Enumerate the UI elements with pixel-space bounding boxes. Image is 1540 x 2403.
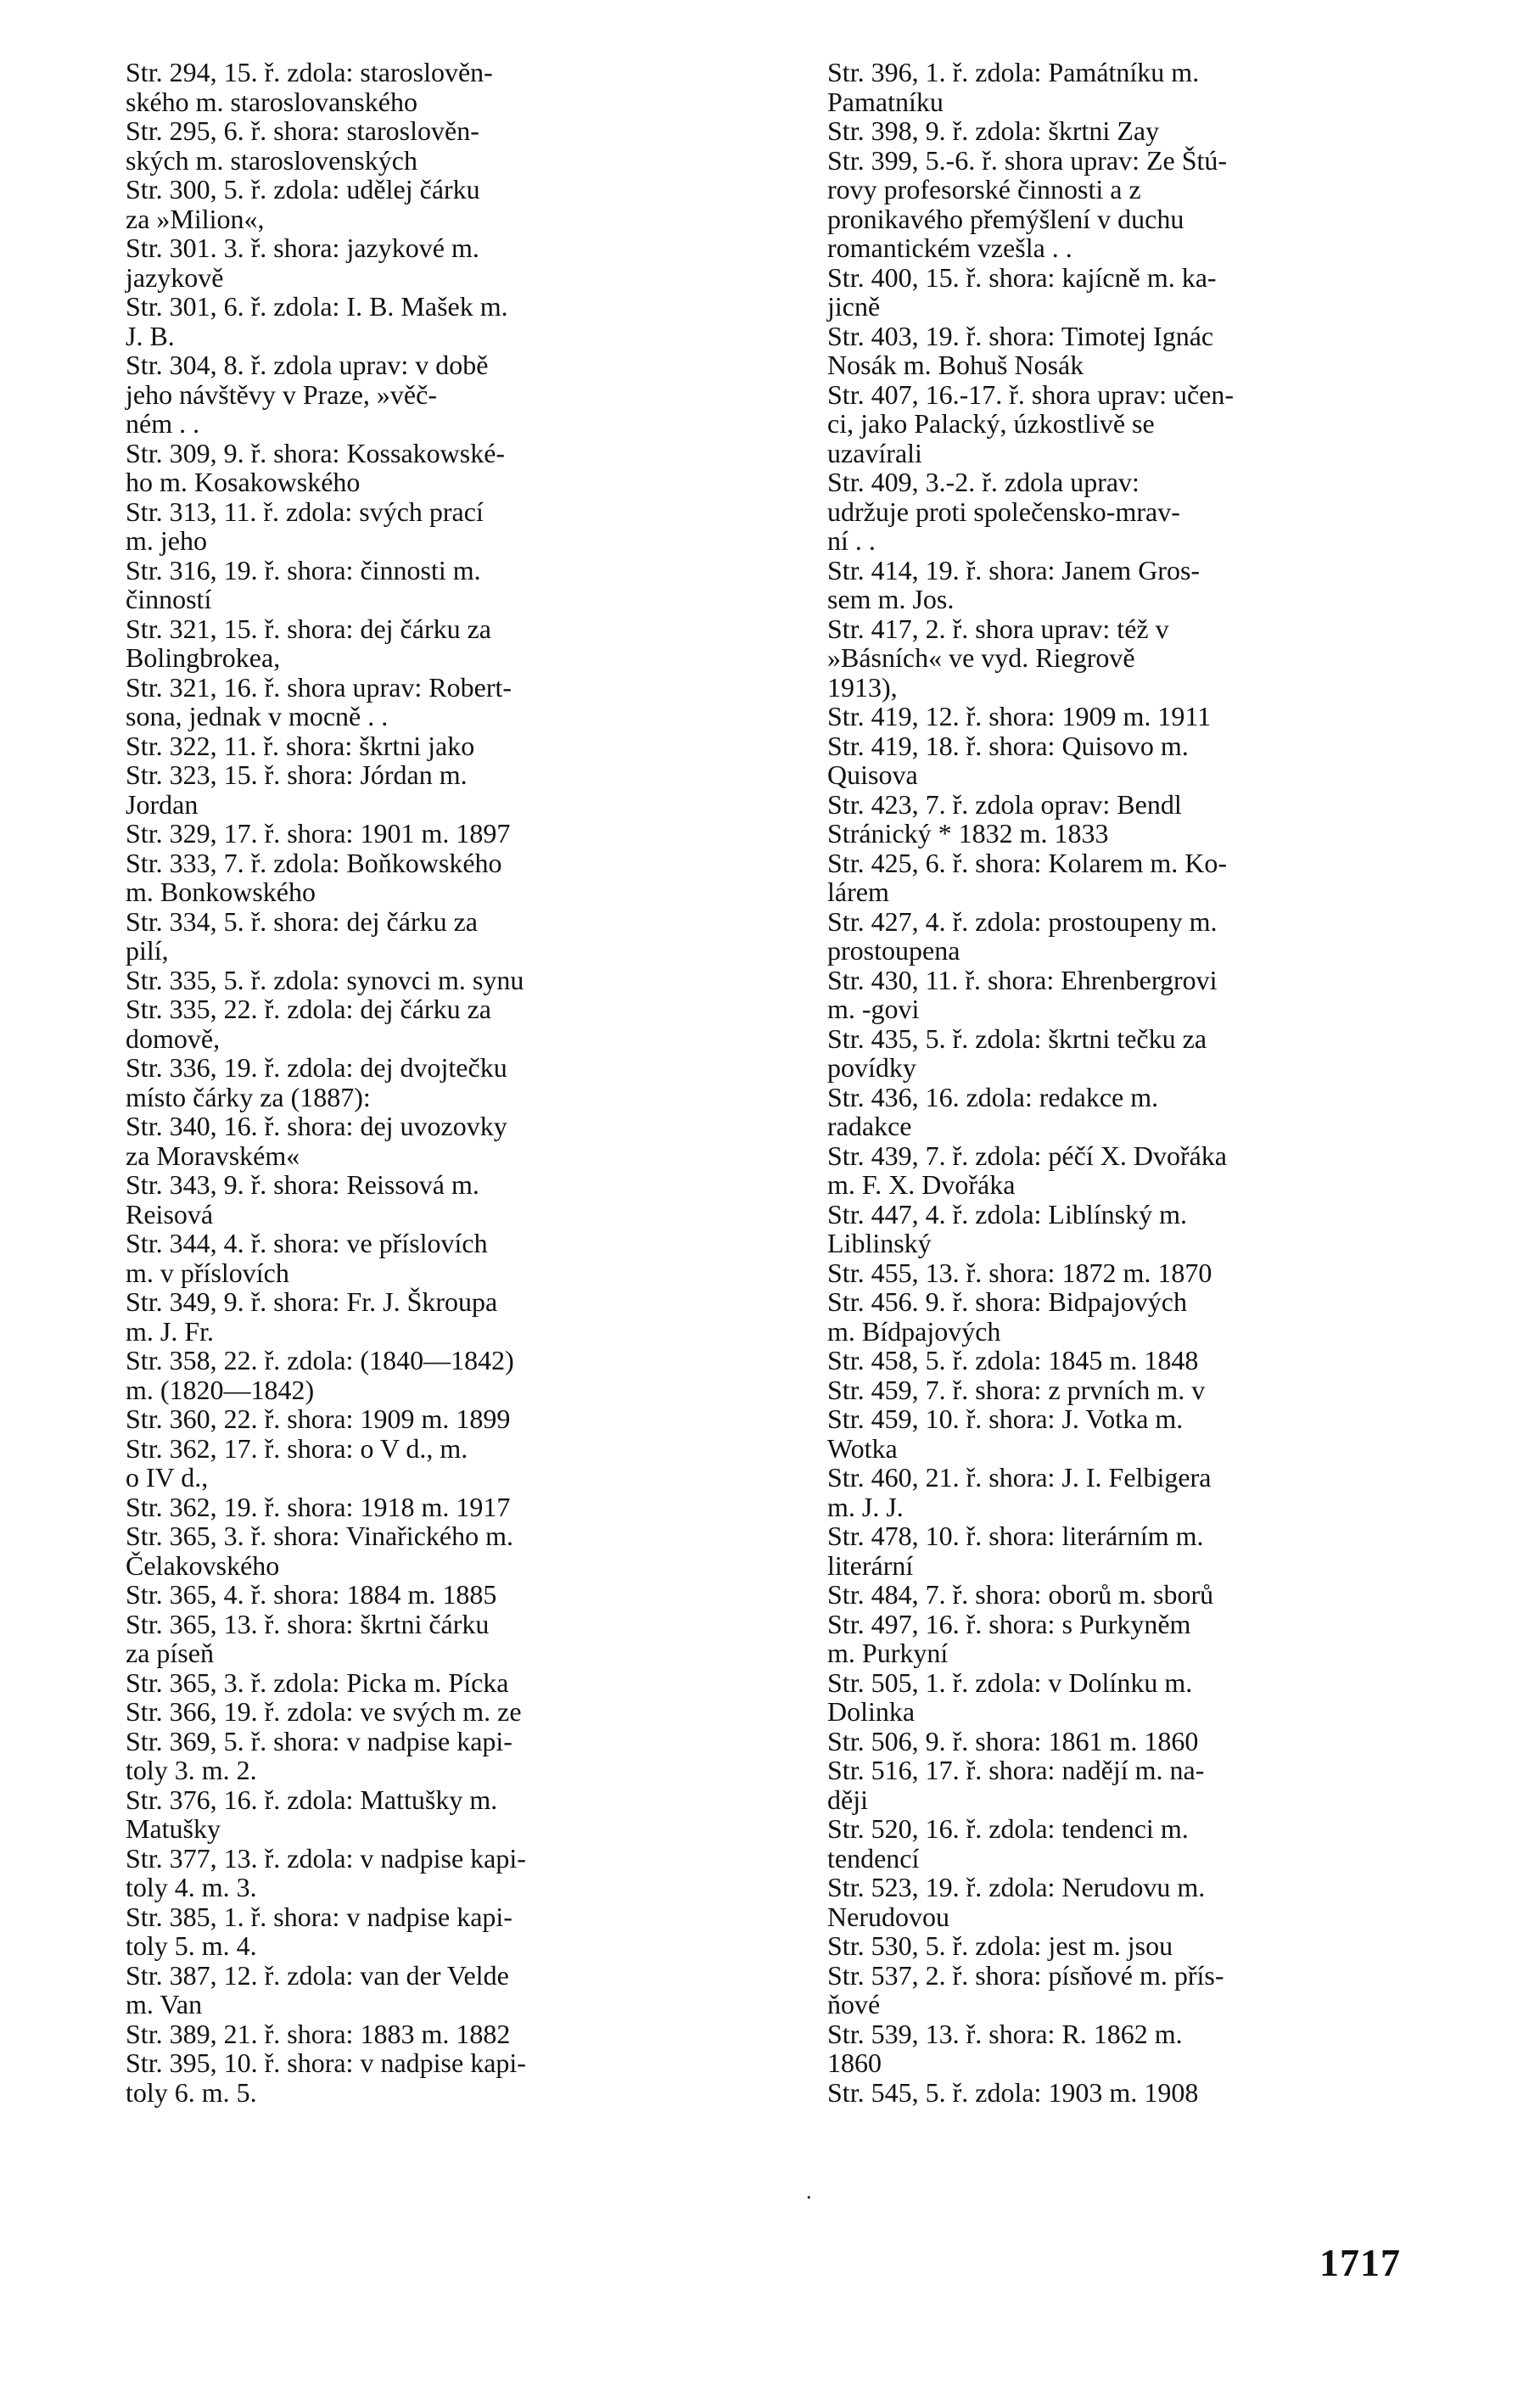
erratum-line: Str. 484, 7. ř. shora: oborů m. sborů xyxy=(827,1579,1214,1610)
erratum-line: Str. 365, 4. ř. shora: 1884 m. 1885 xyxy=(126,1579,497,1610)
erratum-entry xyxy=(827,556,1438,614)
erratum-line: Str. 458, 5. ř. zdola: 1845 m. 1848 xyxy=(827,1345,1199,1375)
erratum-continuation: za »Milion«, xyxy=(126,203,265,234)
erratum-entry xyxy=(126,497,736,556)
erratum-entry xyxy=(126,907,736,966)
erratum-line: Str. 455, 13. ř. shora: 1872 m. 1870 xyxy=(827,1257,1212,1288)
erratum-entry xyxy=(827,1727,1438,1756)
erratum-line: Str. 362, 17. ř. shora: o V d., m. xyxy=(126,1432,468,1464)
erratum-line: Str. 506, 9. ř. shora: 1861 m. 1860 xyxy=(827,1725,1199,1756)
erratum-continuation: m. Bídpajových xyxy=(827,1315,1001,1347)
erratum-line: Str. 398, 9. ř. zdola: škrtni Zay xyxy=(827,115,1160,146)
erratum-line: Str. 369, 5. ř. shora: v nadpise kapi- xyxy=(126,1725,512,1756)
erratum-continuation: m. Bonkowského xyxy=(126,877,316,907)
erratum-continuation: 1913), xyxy=(827,671,898,703)
erratum-continuation: lárem xyxy=(827,877,889,907)
erratum-line: Str. 365, 13. ř. shora: škrtni čárku xyxy=(126,1608,490,1639)
erratum-entry xyxy=(126,1521,736,1580)
erratum-line: Str. 545, 5. ř. zdola: 1903 m. 1908 xyxy=(827,2076,1199,2108)
erratum-entry xyxy=(827,1463,1438,1521)
erratum-continuation: 1860 xyxy=(827,2047,882,2078)
erratum-entry xyxy=(827,731,1438,790)
erratum-line: Str. 343, 9. ř. shora: Reissová m. xyxy=(126,1169,479,1200)
erratum-continuation: jeho návštěvy v Praze, »věč- xyxy=(126,378,437,410)
erratum-continuation: udržuje proti společensko-mrav- xyxy=(827,496,1180,527)
erratum-line: Str. 537, 2. ř. shora: písňové m. přís- xyxy=(827,1959,1224,1991)
erratum-continuation: za píseň xyxy=(126,1638,214,1668)
erratum-entry xyxy=(126,58,736,116)
erratum-continuation: tendencí xyxy=(827,1842,920,1874)
erratum-entry xyxy=(126,2048,736,2107)
erratum-continuation: m. (1820—1842) xyxy=(126,1374,315,1405)
erratum-line: Str. 414, 19. ř. shora: Janem Gros- xyxy=(827,554,1201,585)
erratum-line: Str. 344, 4. ř. shora: ve příslovích xyxy=(126,1228,488,1258)
erratum-entry xyxy=(827,380,1438,468)
erratum-continuation: místo čárky za (1887): xyxy=(126,1081,371,1112)
erratum-line: Str. 478, 10. ř. shora: literárním m. xyxy=(827,1521,1204,1551)
erratum-line: Str. 459, 10. ř. shora: J. Votka m. xyxy=(827,1403,1184,1434)
erratum-entry xyxy=(126,731,736,761)
erratum-continuation: toly 5. m. 4. xyxy=(126,1930,257,1961)
erratum-line: Str. 376, 16. ř. zdola: Mattušky m. xyxy=(126,1784,498,1815)
erratum-entry xyxy=(126,2019,736,2049)
erratum-entry xyxy=(827,1083,1438,1141)
erratum-line: Str. 439, 7. ř. zdola: péčí X. Dvořáka xyxy=(827,1140,1227,1171)
erratum-line: Str. 459, 7. ř. shora: z prvních m. v xyxy=(827,1374,1206,1405)
erratum-line: Str. 362, 19. ř. shora: 1918 m. 1917 xyxy=(126,1491,511,1522)
erratum-entry xyxy=(126,116,736,175)
erratum-entry xyxy=(827,1814,1438,1873)
erratum-line: Str. 335, 5. ř. zdola: synovci m. synu xyxy=(126,964,524,995)
erratum-continuation: m. Purkyní xyxy=(827,1638,949,1668)
erratum-line: Str. 349, 9. ř. shora: Fr. J. Škroupa xyxy=(126,1286,498,1317)
erratum-continuation: činností xyxy=(126,584,212,614)
erratum-line: Str. 407, 16.-17. ř. shora uprav: učen- xyxy=(827,378,1235,410)
erratum-line: Str. 322, 11. ř. shora: škrtni jako xyxy=(126,730,475,761)
erratum-line: Str. 335, 22. ř. zdola: dej čárku za xyxy=(126,994,491,1024)
erratum-line: Str. 387, 12. ř. zdola: van der Velde xyxy=(126,1959,509,1991)
erratum-line: Str. 395, 10. ř. shora: v nadpise kapi- xyxy=(126,2047,526,2078)
erratum-entry xyxy=(827,614,1438,703)
erratum-entry xyxy=(126,760,736,819)
erratum-entry xyxy=(827,1375,1438,1405)
erratum-entry xyxy=(827,1580,1438,1610)
erratum-entry xyxy=(126,1902,736,1961)
erratum-continuation: toly 3. m. 2. xyxy=(126,1755,257,1785)
erratum-line: Str. 333, 7. ř. zdola: Boňkowského xyxy=(126,847,502,878)
erratum-line: Str. 505, 1. ř. zdola: v Dolínku m. xyxy=(827,1666,1193,1698)
erratum-entry xyxy=(827,1873,1438,1931)
erratum-entry xyxy=(126,1493,736,1522)
erratum-line: Str. 340, 16. ř. shora: dej uvozovky xyxy=(126,1111,507,1141)
erratum-entry xyxy=(126,350,736,439)
erratum-line: Str. 334, 5. ř. shora: dej čárku za xyxy=(126,905,478,937)
erratum-line: Str. 403, 19. ř. shora: Timotej Ignác xyxy=(827,320,1214,351)
erratum-line: Str. 447, 4. ř. zdola: Liblínský m. xyxy=(827,1198,1187,1230)
erratum-entry xyxy=(827,907,1438,966)
erratum-line: Str. 301. 3. ř. shora: jazykové m. xyxy=(126,232,479,263)
erratum-continuation: Pamatníku xyxy=(827,86,944,117)
erratum-continuation: romantickém vzešla . . xyxy=(827,232,1072,263)
erratum-continuation: Nerudovou xyxy=(827,1901,949,1932)
erratum-line: Str. 523, 19. ř. zdola: Nerudovu m. xyxy=(827,1872,1206,1902)
erratum-continuation: Bolingbrokea, xyxy=(126,642,281,673)
erratum-entry xyxy=(126,1170,736,1229)
erratum-line: Str. 321, 15. ř. shora: dej čárku za xyxy=(126,613,491,644)
erratum-continuation: toly 6. m. 5. xyxy=(126,2076,257,2108)
erratum-entry xyxy=(126,233,736,292)
erratum-continuation: o IV d., xyxy=(126,1462,209,1493)
erratum-entry xyxy=(827,1931,1438,1961)
erratum-continuation: radakce xyxy=(827,1111,912,1141)
erratum-entry xyxy=(827,1200,1438,1258)
erratum-entry xyxy=(827,146,1438,263)
margin-mark: . xyxy=(806,2179,812,2204)
erratum-entry xyxy=(126,1844,736,1902)
erratum-continuation: prostoupena xyxy=(827,935,960,966)
erratum-line: Str. 309, 9. ř. shora: Kossakowské- xyxy=(126,437,506,468)
erratum-line: Str. 436, 16. zdola: redakce m. xyxy=(827,1081,1159,1112)
erratum-line: Str. 419, 12. ř. shora: 1909 m. 1911 xyxy=(827,701,1212,731)
erratum-entry xyxy=(827,966,1438,1024)
erratum-continuation: domově, xyxy=(126,1022,221,1054)
erratum-entry xyxy=(126,1404,736,1434)
erratum-line: Str. 497, 16. ř. shora: s Purkyněm xyxy=(827,1608,1191,1639)
erratum-entry xyxy=(126,439,736,497)
erratum-line: Str. 304, 8. ř. zdola uprav: v době xyxy=(126,350,489,380)
erratum-continuation: ném . . xyxy=(126,408,200,439)
erratum-entry xyxy=(827,1961,1438,2019)
erratum-continuation: ňové xyxy=(827,1989,881,2019)
erratum-continuation: ských m. staroslovenských xyxy=(126,144,417,176)
erratum-continuation: m. -govi xyxy=(827,994,920,1024)
erratum-line: Str. 300, 5. ř. zdola: udělej čárku xyxy=(126,174,480,204)
erratum-line: Str. 377, 13. ř. zdola: v nadpise kapi- xyxy=(126,1842,526,1874)
erratum-continuation: ději xyxy=(827,1784,868,1815)
erratum-line: Str. 323, 15. ř. shora: Jórdan m. xyxy=(126,759,468,790)
erratum-entry xyxy=(126,966,736,995)
erratum-continuation: Liblinský xyxy=(827,1228,932,1258)
erratum-entry xyxy=(827,468,1438,556)
erratum-line: Str. 417, 2. ř. shora uprav: též v xyxy=(827,613,1169,644)
erratum-line: Str. 419, 18. ř. shora: Quisovo m. xyxy=(827,730,1189,761)
erratum-entry xyxy=(827,1404,1438,1463)
erratum-entry xyxy=(827,1141,1438,1200)
erratum-entry xyxy=(827,702,1438,731)
erratum-line: Str. 435, 5. ř. zdola: škrtni tečku za xyxy=(827,1022,1207,1054)
erratum-entry xyxy=(827,263,1438,322)
erratum-continuation: Stránický * 1832 m. 1833 xyxy=(827,818,1109,849)
erratum-continuation: ní . . xyxy=(827,525,876,556)
erratum-continuation: sona, jednak v mocně . . xyxy=(126,701,389,731)
erratum-entry xyxy=(126,1287,736,1346)
erratum-entry xyxy=(827,58,1438,116)
erratum-continuation: Jordan xyxy=(126,788,199,820)
erratum-entry xyxy=(827,1521,1438,1580)
erratum-line: Str. 520, 16. ř. zdola: tendenci m. xyxy=(827,1813,1189,1844)
erratum-continuation: m. Van xyxy=(126,1989,203,2019)
erratum-line: Str. 313, 11. ř. zdola: svých prací xyxy=(126,496,484,527)
erratum-continuation: m. F. X. Dvořáka xyxy=(827,1169,1016,1200)
erratum-entry xyxy=(827,322,1438,380)
erratum-entry xyxy=(126,1610,736,1668)
erratum-continuation: ci, jako Palacký, úzkostlivě se xyxy=(827,408,1155,439)
erratum-line: Str. 427, 4. ř. zdola: prostoupeny m. xyxy=(827,905,1218,937)
erratum-entry xyxy=(827,790,1438,849)
erratum-entry xyxy=(827,1287,1438,1346)
erratum-entry xyxy=(827,2078,1438,2108)
erratum-entry xyxy=(126,819,736,849)
page-number: 1717 xyxy=(1319,2241,1401,2284)
erratum-entry xyxy=(827,1756,1438,1814)
erratum-continuation: jazykově xyxy=(126,261,224,293)
erratum-entry xyxy=(126,1668,736,1698)
erratum-line: Str. 516, 17. ř. shora: nadějí m. na- xyxy=(827,1755,1205,1785)
erratum-entry xyxy=(126,1727,736,1785)
erratum-line: Str. 425, 6. ř. shora: Kolarem m. Ko- xyxy=(827,847,1228,878)
erratum-entry xyxy=(126,1346,736,1404)
erratum-line: Str. 539, 13. ř. shora: R. 1862 m. xyxy=(827,2018,1183,2049)
erratum-entry xyxy=(126,849,736,907)
erratum-continuation: Čelakovského xyxy=(126,1549,280,1581)
erratum-continuation: »Básních« ve vyd. Riegrově xyxy=(827,642,1135,673)
erratum-continuation: povídky xyxy=(827,1052,916,1083)
erratum-entry xyxy=(126,556,736,614)
erratum-entry xyxy=(827,1024,1438,1083)
erratum-continuation: ského m. staroslovanského xyxy=(126,86,417,117)
erratum-continuation: rovy profesorské činnosti a z xyxy=(827,174,1141,204)
erratum-entry xyxy=(827,1258,1438,1288)
erratum-entry xyxy=(126,1697,736,1727)
erratum-entry xyxy=(126,614,736,673)
erratum-line: Str. 423, 7. ř. zdola oprav: Bendl xyxy=(827,788,1182,820)
erratum-line: Str. 365, 3. ř. zdola: Picka m. Pícka xyxy=(126,1666,509,1698)
erratum-line: Str. 530, 5. ř. zdola: jest m. jsou xyxy=(827,1930,1173,1961)
erratum-entry xyxy=(126,1785,736,1844)
erratum-continuation: Wotka xyxy=(827,1432,898,1464)
erratum-line: Str. 389, 21. ř. shora: 1883 m. 1882 xyxy=(126,2018,511,2049)
erratum-line: Str. 301, 6. ř. zdola: I. B. Mašek m. xyxy=(126,291,508,322)
erratum-continuation: jicně xyxy=(827,291,881,322)
erratum-entry xyxy=(126,1961,736,2019)
erratum-line: Str. 456. 9. ř. shora: Bidpajových xyxy=(827,1286,1187,1317)
erratum-continuation: J. B. xyxy=(126,320,175,351)
erratum-line: Str. 365, 3. ř. shora: Vinařického m. xyxy=(126,1521,513,1551)
erratum-entry xyxy=(126,1112,736,1170)
erratum-continuation: ho m. Kosakowského xyxy=(126,467,361,497)
erratum-continuation: m. J. Fr. xyxy=(126,1315,215,1347)
erratum-continuation: literární xyxy=(827,1549,914,1581)
erratum-continuation: m. J. J. xyxy=(827,1491,904,1522)
erratum-entry xyxy=(126,292,736,350)
erratum-line: Str. 430, 11. ř. shora: Ehrenbergrovi xyxy=(827,964,1218,995)
erratum-continuation: Matušky xyxy=(126,1813,221,1844)
erratum-line: Str. 400, 15. ř. shora: kajícně m. ka- xyxy=(827,261,1217,293)
erratum-line: Str. 396, 1. ř. zdola: Památníku m. xyxy=(827,57,1200,87)
erratum-entry xyxy=(126,673,736,731)
erratum-entry xyxy=(827,116,1438,146)
erratum-continuation: m. v příslovích xyxy=(126,1257,289,1288)
erratum-line: Str. 409, 3.-2. ř. zdola uprav: xyxy=(827,467,1140,497)
erratum-line: Str. 399, 5.-6. ř. shora uprav: Ze Štú- xyxy=(827,144,1228,176)
erratum-entry xyxy=(126,1434,736,1493)
erratum-line: Str. 295, 6. ř. shora: staroslověn- xyxy=(126,115,479,146)
erratum-line: Str. 358, 22. ř. zdola: (1840—1842) xyxy=(126,1345,514,1375)
erratum-continuation: Reisová xyxy=(126,1198,214,1230)
erratum-continuation: uzavírali xyxy=(827,437,922,468)
right-column xyxy=(827,58,1438,2107)
erratum-entry xyxy=(827,1346,1438,1375)
erratum-line: Str. 336, 19. ř. zdola: dej dvojtečku xyxy=(126,1052,507,1083)
erratum-continuation: Dolinka xyxy=(827,1696,916,1727)
erratum-line: Str. 385, 1. ř. shora: v nadpise kapi- xyxy=(126,1901,512,1932)
erratum-continuation: sem m. Jos. xyxy=(827,584,955,614)
erratum-line: Str. 366, 19. ř. zdola: ve svých m. ze xyxy=(126,1696,522,1727)
erratum-entry xyxy=(827,2019,1438,2078)
erratum-line: Str. 316, 19. ř. shora: činnosti m. xyxy=(126,554,481,585)
erratum-continuation: pronikavého přemýšlení v duchu xyxy=(827,203,1184,234)
erratum-continuation: toly 4. m. 3. xyxy=(126,1872,257,1902)
erratum-continuation: pilí, xyxy=(126,935,169,966)
erratum-line: Str. 460, 21. ř. shora: J. I. Felbigera xyxy=(827,1462,1212,1493)
erratum-entry xyxy=(126,994,736,1053)
erratum-entry xyxy=(126,1580,736,1610)
erratum-entry xyxy=(126,1229,736,1287)
erratum-line: Str. 321, 16. ř. shora uprav: Robert- xyxy=(126,671,512,703)
erratum-continuation: za Moravském« xyxy=(126,1140,300,1171)
erratum-line: Str. 294, 15. ř. zdola: staroslověn- xyxy=(126,57,493,87)
left-column xyxy=(126,58,736,2107)
erratum-line: Str. 329, 17. ř. shora: 1901 m. 1897 xyxy=(126,818,511,849)
erratum-continuation: Quisova xyxy=(827,759,918,790)
erratum-entry xyxy=(827,1668,1438,1727)
erratum-entry xyxy=(126,1053,736,1112)
erratum-entry xyxy=(827,849,1438,907)
erratum-continuation: m. jeho xyxy=(126,525,207,556)
erratum-entry xyxy=(126,175,736,233)
erratum-entry xyxy=(827,1610,1438,1668)
erratum-continuation: Nosák m. Bohuš Nosák xyxy=(827,350,1084,380)
erratum-line: Str. 360, 22. ř. shora: 1909 m. 1899 xyxy=(126,1403,511,1434)
